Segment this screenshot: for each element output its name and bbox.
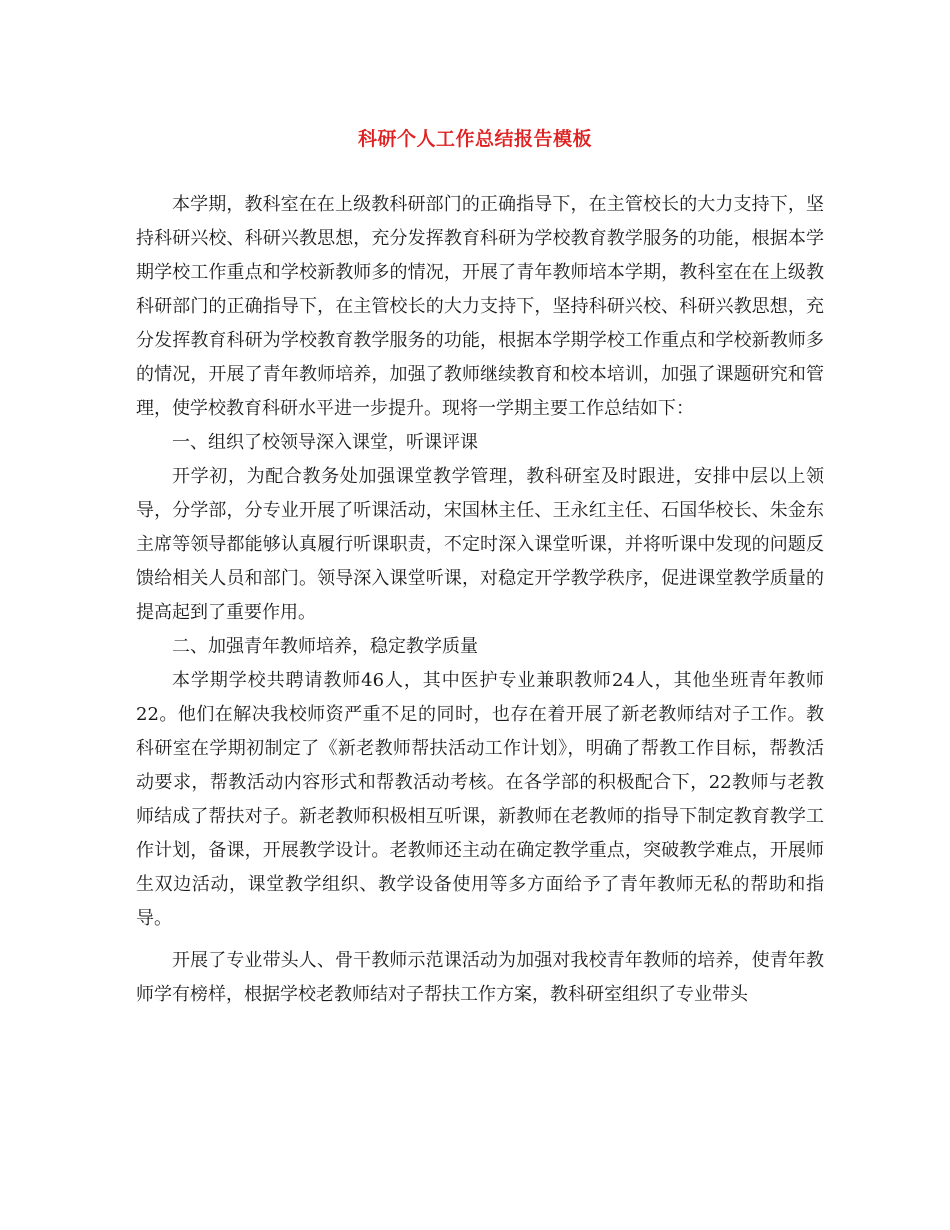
- paragraph-section-1: 开学初，为配合教务处加强课堂教学管理，教科研室及时跟进，安排中层以上领导，分学部，分专业开展了听课活动，宋国林主任、王永红主任、石国华校长、朱金东主席等领导都能够认真履行听课职责，不定时深入课堂听课，并将听课中发现的问题反馈给相关人员和部门。领导深入课堂听课，对稳定开学教学秩序，促进课堂教学质量的提高起到了重要作用。: [136, 466, 824, 623]
- section-heading-1: 一、组织了校领导深入课堂，听课评课: [172, 432, 478, 453]
- paragraph-intro: 本学期，教科室在在上级教科研部门的正确指导下，在主管校长的大力支持下，坚持科研兴校、科研兴教思想，充分发挥教育科研为学校教育教学服务的功能，根据本学期学校工作重点和学校新教师多的情况，开展了青年教师培本学期，教科室在在上级教科研部门的正确指导下，在主管校长的大力支持下，坚持科研兴校、科研兴教思想，充分发挥教育科研为学校教育教学服务的功能，根据本学期学校工作重点和学校新教师多的情况，开展了青年教师培养，加强了教师继续教育和校本培训，加强了课题研究和管理，使学校教育科研水平进一步提升。现将一学期主要工作总结如下：: [136, 194, 824, 419]
- section-heading-2: 二、加强青年教师培养，稳定教学质量: [172, 636, 478, 657]
- paragraph-demo-class: 开展了专业带头人、骨干教师示范课活动为加强对我校青年教师的培养，使青年教师学有榜样，根据学校老教师结对子帮扶工作方案，教科研室组织了专业带头: [136, 950, 824, 1005]
- paragraph-section-2: 本学期学校共聘请教师46人，其中医护专业兼职教师24人，其他坐班青年教师22。他们在解决我校师资严重不足的同时，也存在着开展了新老教师结对子工作。教科研室在学期初制定了《新老教师帮扶活动工作计划》，明确了帮教工作目标，帮教活动要求，帮教活动内容形式和帮教活动考核。在各学部的积极配合下，22教师与老教师结成了帮扶对子。新老教师积极相互听课，新教师在老教师的指导下制定教育教学工作计划，备课，开展教学设计。老教师还主动在确定教学重点，突破教学难点，开展师生双边活动，课堂教学组织、教学设备使用等多方面给予了青年教师无私的帮助和指导。: [136, 670, 824, 929]
- document-title: 科研个人工作总结报告模板: [357, 128, 592, 150]
- document-body: [136, 188, 824, 1012]
